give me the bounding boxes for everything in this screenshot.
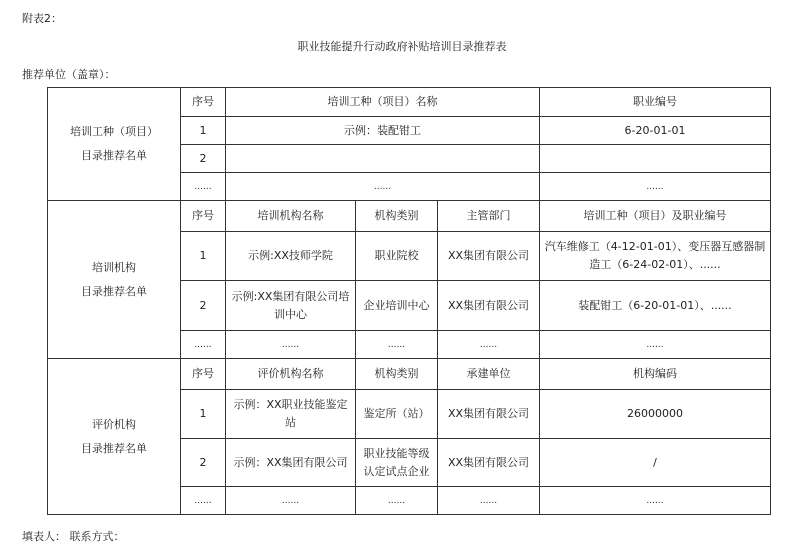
table-cell: 2: [181, 145, 226, 173]
section2-header-row: [48, 201, 771, 232]
table-cell: 示例：XX集团有限公司: [226, 439, 356, 487]
table-cell: XX集团有限公司: [438, 281, 540, 331]
table-cell: ......: [540, 173, 771, 201]
table-cell: ......: [181, 331, 226, 359]
section2-label: 培训机构 目录推荐名单: [48, 201, 181, 359]
table-cell: ......: [181, 173, 226, 201]
form-title: 职业技能提升行动政府补贴培训目录推荐表: [297, 40, 507, 53]
table-cell: 示例：装配钳工: [226, 117, 540, 145]
table-cell: 1: [181, 390, 226, 439]
column-header: 主管部门: [438, 201, 540, 232]
table-cell: 职业院校: [356, 232, 438, 281]
table-cell: 企业培训中心: [356, 281, 438, 331]
table-cell: XX集团有限公司: [438, 439, 540, 487]
column-header: 机构类别: [356, 359, 438, 390]
table-cell: ......: [438, 487, 540, 515]
table-cell: 鉴定所（站）: [356, 390, 438, 439]
column-header: 职业编号: [540, 88, 771, 117]
section3-header-row: [48, 359, 771, 390]
column-header: 培训工种（项目）及职业编号: [540, 201, 771, 232]
table-cell: ......: [226, 487, 356, 515]
table-cell: XX集团有限公司: [438, 390, 540, 439]
table-cell: 6-20-01-01: [540, 117, 771, 145]
section3-label: 评价机构 目录推荐名单: [48, 359, 181, 515]
table-cell: ......: [181, 487, 226, 515]
table-cell: [540, 145, 771, 173]
column-header: 序号: [181, 88, 226, 117]
table-cell: 2: [181, 281, 226, 331]
column-header: 培训机构名称: [226, 201, 356, 232]
table-cell: 示例:XX技师学院: [226, 232, 356, 281]
table-cell: 示例：XX职业技能鉴定站: [226, 390, 356, 439]
table-cell: ......: [226, 173, 540, 201]
table-cell: 1: [181, 117, 226, 145]
filler-contact-label: 填表人： 联系方式：: [22, 530, 125, 543]
table-cell: 1: [181, 232, 226, 281]
table-cell: 职业技能等级认定试点企业: [356, 439, 438, 487]
column-header: 机构类别: [356, 201, 438, 232]
column-header: 机构编码: [540, 359, 771, 390]
column-header: 序号: [181, 359, 226, 390]
table-cell: ......: [540, 487, 771, 515]
column-header: 评价机构名称: [226, 359, 356, 390]
table-cell: ......: [438, 331, 540, 359]
table-cell: /: [540, 439, 771, 487]
table-cell: ......: [356, 487, 438, 515]
column-header: 培训工种（项目）名称: [226, 88, 540, 117]
recommending-unit-label: 推荐单位（盖章）：: [22, 68, 116, 81]
column-header: 承建单位: [438, 359, 540, 390]
section1-label: 培训工种（项目） 目录推荐名单: [48, 88, 181, 201]
table-cell: ......: [356, 331, 438, 359]
table-cell: ......: [226, 331, 356, 359]
table-cell: 示例:XX集团有限公司培训中心: [226, 281, 356, 331]
recommendation-table: [47, 87, 771, 515]
table-cell: 装配钳工（6-20-01-01）、......: [540, 281, 771, 331]
section1-header-row: [48, 88, 771, 117]
column-header: 序号: [181, 201, 226, 232]
table-cell: ......: [540, 331, 771, 359]
table-cell: [226, 145, 540, 173]
table-cell: XX集团有限公司: [438, 232, 540, 281]
table-cell: 26000000: [540, 390, 771, 439]
annex-label: 附表2：: [22, 12, 62, 25]
table-cell: 汽车维修工（4-12-01-01）、变压器互感器制造工（6-24-02-01）、......: [540, 232, 771, 281]
table-cell: 2: [181, 439, 226, 487]
